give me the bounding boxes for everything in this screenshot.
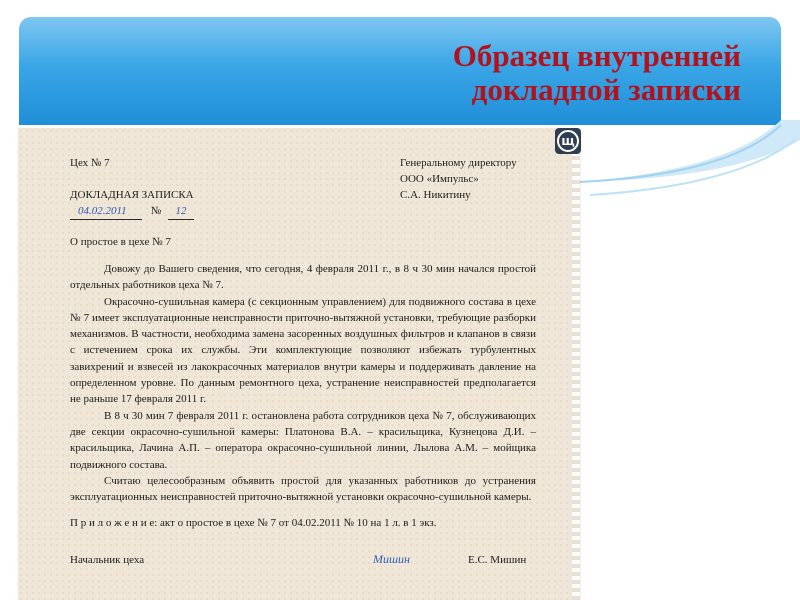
date-number-line bbox=[70, 203, 194, 220]
recipient-line3: С.А. Никитину bbox=[400, 189, 471, 201]
attachment-text: акт о простое в цехе № 7 от 04.02.2011 № 10 на 1 л. в 1 экз. bbox=[160, 517, 437, 529]
document-torn-edge bbox=[572, 128, 580, 600]
recipient-line1: Генеральному директору bbox=[400, 157, 517, 169]
slide-title-line1: Образец внутренней bbox=[452, 38, 741, 73]
document-type: ДОКЛАДНАЯ ЗАПИСКА bbox=[70, 189, 194, 201]
publisher-logo-icon: щ bbox=[557, 130, 579, 152]
handwritten-signature: Мишин bbox=[373, 552, 411, 566]
slide-title bbox=[453, 39, 741, 107]
slide-header-banner bbox=[19, 17, 781, 125]
body-paragraph-1: Довожу до Вашего сведения, что сегодня, 4 февраля 2011 г., в 8 ч 30 мин начался простой отдельных работников цеха № 7. bbox=[70, 263, 536, 292]
signer-name: Е.С. Мишин bbox=[468, 554, 527, 566]
attachment-line bbox=[70, 515, 437, 531]
signer-position: Начальник цеха bbox=[70, 554, 145, 566]
body-paragraph-2: Окрасочно-сушильная камера (с секционным управлением) для подвижного состава в цехе № 7 имеет эксплуатационные неисправности приточно-вытяжной установки, требующие разборки механизмов. В частности, необходима замена засоренных воздушных фильтров и клапанов в связи с истечением срока их службы. Эти комплектующие позволяют избежать турбулентных завихрений и взвесей из лакокрасочных материалов внутри камеры и поддерживать давление на определенном уровне. По данным ремонтного цеха, устранение неисправностей предполагается не раньше 17 февраля 2011 г. bbox=[70, 295, 536, 406]
body-paragraph-4: Считаю целесообразным объявить простой для указанных работников до устранения эксплуатационных неисправностей приточно-вытяжной установки окрасочно-сушильной камеры. bbox=[70, 474, 536, 504]
attachment-label: П р и л о ж е н и е: bbox=[70, 517, 158, 529]
document-subject: О простое в цехе № 7 bbox=[70, 236, 171, 248]
document-body bbox=[70, 261, 536, 505]
publisher-logo bbox=[555, 128, 581, 154]
document-number: 12 bbox=[168, 203, 194, 220]
dept-label: Цех № 7 bbox=[70, 157, 110, 169]
document-date: 04.02.2011 bbox=[70, 203, 142, 220]
number-label: № bbox=[150, 205, 162, 217]
slide-title-line2: докладной записки bbox=[471, 72, 741, 107]
recipient-line2: ООО «Импульс» bbox=[400, 173, 479, 185]
wave-decoration bbox=[560, 120, 800, 260]
body-paragraph-3: В 8 ч 30 мин 7 февраля 2011 г. остановлена работа сотрудников цеха № 7, обслуживающих две секции окрасочно-сушильной камеры: Платонова В.А. – красильщика, Кузнецова Д.И. – красильщика, Лачина А.П. – оператора окрасочно-сушильной линии, Лылова А.М. – мойщика подвижного состава. bbox=[70, 409, 536, 471]
